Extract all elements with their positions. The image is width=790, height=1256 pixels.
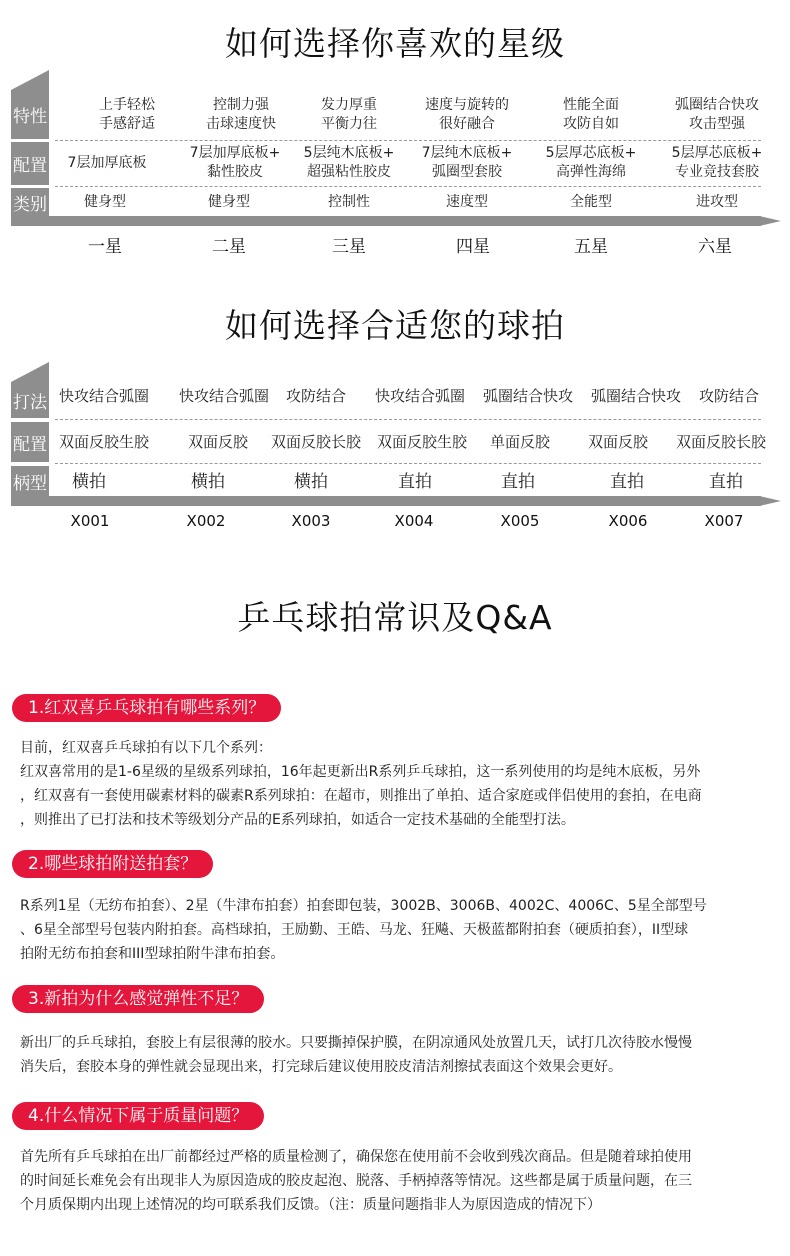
row-divider	[55, 463, 761, 464]
config-cell-3: 5层纯木底板+ 超强粘性胶皮	[303, 145, 395, 180]
tier-label-1: 一星	[88, 237, 122, 257]
question-2: 2.哪些球拍附送拍套？	[12, 850, 213, 878]
tier-label-6: 六星	[698, 237, 732, 257]
category-cell-1: 健身型	[84, 194, 126, 210]
model-code-7: X007	[704, 512, 744, 530]
answer-2: R系列1星（无纺布拍套）、2星（牛津布拍套）拍套即包装，3002B、3006B、4002C、4006C、5星全部型号 、6星全部型号包装内附拍套。高档球拍，王励勤、王皓、马龙、狂飚、天极蓝都附拍套（硬质拍套），II型球 拍附无纺布拍套和III型球拍附牛津布拍套。	[20, 898, 707, 962]
row-label-config: 配置	[11, 422, 49, 462]
label-column-arrow-cap	[11, 70, 49, 90]
section3-title: 乒乓球拍常识及Q&A	[237, 598, 553, 637]
row-label-category: 类别	[11, 188, 49, 216]
star-level-table	[11, 70, 781, 245]
answer-4: 首先所有乒乓球拍在出厂前都经过严格的质量检测了，确保您在使用前不会收到残次商品。但是随着球拍使用 的时间延长难免会有出现非人为原因造成的胶皮起泡、脱落、手柄掉落等情况。这些都是属于质量问题，在三 个月质保期内出现上述情况的均可联系我们反馈。（注：质量问题指非人为原因造成的情况下）	[20, 1149, 692, 1213]
config-cell-4: 7层纯木底板+ 弧圈型套胶	[421, 145, 513, 180]
config2-cell-4: 双面反胶生胶	[376, 433, 467, 451]
tier-label-2: 二星	[212, 237, 246, 257]
config-cell-1: 7层加厚底板	[67, 155, 147, 171]
grip-cell-5: 直拍	[501, 472, 535, 492]
question-3: 3.新拍为什么感觉弹性不足？	[12, 985, 264, 1013]
grip-cell-3: 横拍	[294, 472, 328, 492]
answer-3: 新出厂的乒乓球拍，套胶上有层很薄的胶水。只要撕掉保护膜，在阴凉通风处放置几天，试打几次待胶水慢慢 消失后，套胶本身的弹性就会显现出来，打完球后建议使用胶皮清洁剂擦拭表面这个效果会更好。	[20, 1035, 692, 1075]
category-cell-5: 全能型	[570, 194, 612, 210]
question-1: 1.红双喜乒乓球拍有哪些系列？	[12, 694, 281, 722]
feature-cell-2: 控制力强 击球速度快	[206, 97, 276, 132]
section2-title: 如何选择合适您的球拍	[225, 306, 565, 345]
grip-cell-4: 直拍	[398, 472, 432, 492]
feature-cell-5: 性能全面 攻防自如	[563, 97, 619, 132]
row-divider	[55, 140, 761, 141]
label-column-arrow-cap	[11, 362, 49, 382]
style-cell-6: 弧圈结合快攻	[590, 387, 681, 405]
row-label-grip: 柄型	[11, 466, 49, 496]
style-cell-2: 快攻结合弧圈	[178, 387, 269, 405]
category-cell-6: 进攻型	[696, 194, 738, 210]
row-label-config: 配置	[11, 142, 49, 185]
baseline-bar	[11, 216, 761, 226]
style-cell-4: 快攻结合弧圈	[374, 387, 465, 405]
baseline-bar	[11, 496, 761, 506]
feature-cell-1: 上手轻松 手感舒适	[99, 97, 155, 132]
config-cell-2: 7层加厚底板+ 黏性胶皮	[189, 145, 281, 180]
config-cell-5: 5层厚芯底板+ 高弹性海绵	[545, 145, 637, 180]
grip-cell-2: 横拍	[191, 472, 225, 492]
feature-cell-4: 速度与旋转的 很好融合	[425, 97, 509, 132]
config2-cell-6: 双面反胶	[587, 433, 648, 451]
model-code-6: X006	[608, 512, 648, 530]
question-4: 4.什么情况下属于质量问题？	[12, 1102, 264, 1130]
model-code-1: X001	[70, 512, 110, 530]
style-cell-1: 快攻结合弧圈	[58, 387, 149, 405]
row-label-style: 打法	[11, 382, 49, 418]
baseline-arrow-icon	[759, 496, 781, 506]
config2-cell-2: 双面反胶	[187, 433, 248, 451]
baseline-arrow-icon	[759, 216, 781, 226]
style-cell-7: 攻防结合	[698, 387, 759, 405]
tier-label-5: 五星	[574, 237, 608, 257]
row-label-features: 特性	[11, 90, 49, 139]
model-code-5: X005	[500, 512, 540, 530]
config-cell-6: 5层厚芯底板+ 专业竞技套胶	[671, 145, 763, 180]
style-cell-5: 弧圈结合快攻	[482, 387, 573, 405]
tier-label-3: 三星	[332, 237, 366, 257]
config2-cell-3: 双面反胶长胶	[270, 433, 361, 451]
category-cell-4: 速度型	[446, 194, 488, 210]
config2-cell-5: 单面反胶	[489, 433, 550, 451]
model-code-4: X004	[394, 512, 434, 530]
config2-cell-1: 双面反胶生胶	[58, 433, 149, 451]
feature-cell-3: 发力厚重 平衡力往	[321, 97, 377, 132]
grip-cell-7: 直拍	[709, 472, 743, 492]
row-divider	[55, 419, 761, 420]
category-cell-2: 健身型	[208, 194, 250, 210]
style-cell-3: 攻防结合	[285, 387, 346, 405]
tier-label-4: 四星	[456, 237, 490, 257]
category-cell-3: 控制性	[328, 194, 370, 210]
racket-choice-table	[11, 362, 781, 507]
section1-title: 如何选择你喜欢的星级	[225, 24, 565, 63]
grip-cell-6: 直拍	[610, 472, 644, 492]
row-divider	[55, 186, 761, 187]
config2-cell-7: 双面反胶长胶	[675, 433, 766, 451]
answer-1: 目前，红双喜乒乓球拍有以下几个系列： 红双喜常用的是1-6星级的星级系列球拍，16年起更新出R系列乒乓球拍，这一系列使用的均是纯木底板，另外 ，红双喜有一套使用碳素材料的碳素R系列球拍：在超市，则推出了单拍、适合家庭或伴侣使用的套拍，在电商 ，则推出了已打法和技术等级划分产品的E系列球拍，如适合一定技术基础的全能型打法。	[20, 740, 702, 828]
grip-cell-1: 横拍	[72, 472, 106, 492]
model-code-3: X003	[291, 512, 331, 530]
feature-cell-6: 弧圈结合快攻 攻击型强	[675, 97, 759, 132]
model-code-2: X002	[186, 512, 226, 530]
